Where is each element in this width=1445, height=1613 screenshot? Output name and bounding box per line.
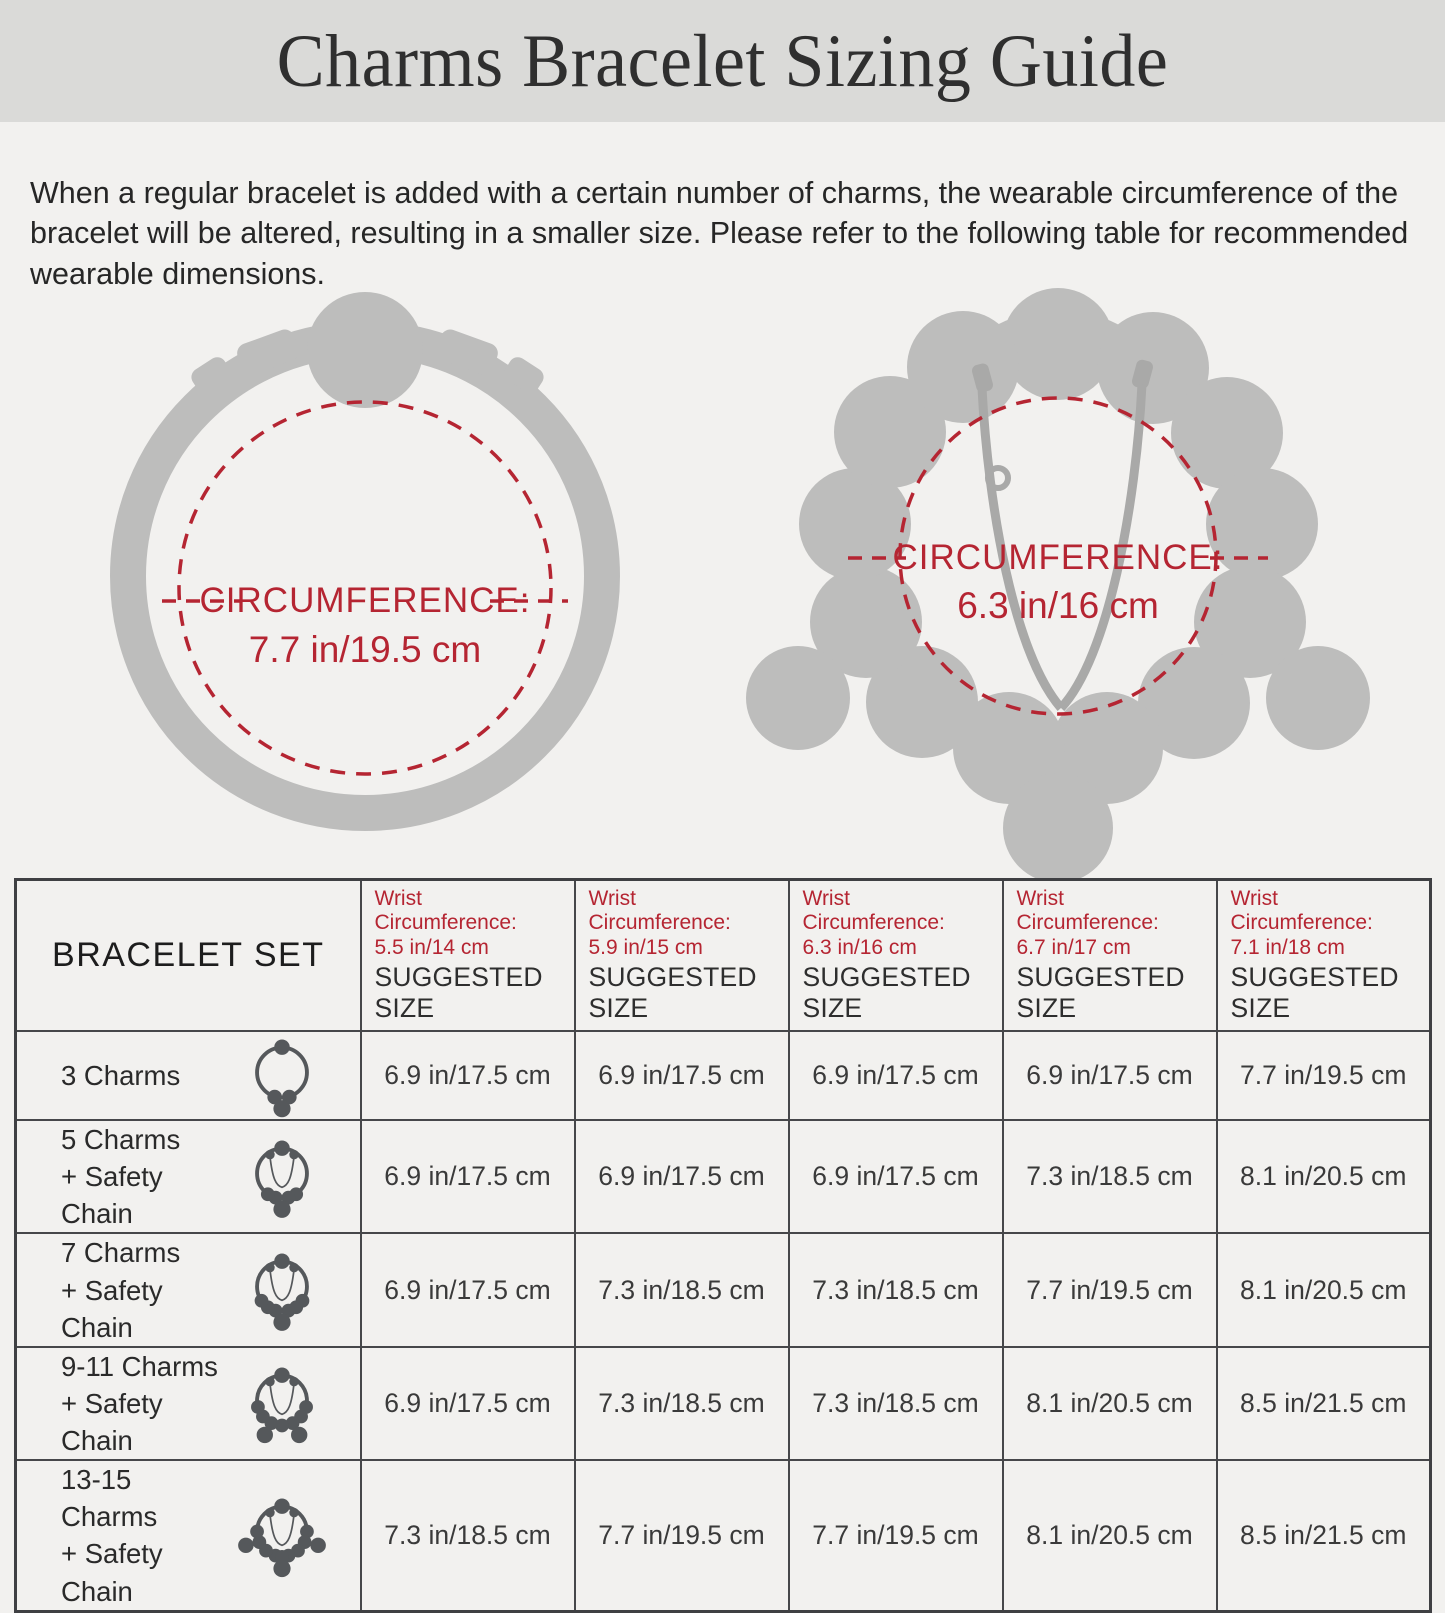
bracelet-set-cell [16,1460,361,1611]
size-cell: 7.3 in/18.5 cm [575,1347,789,1460]
sizing-table [14,878,1432,1613]
set-label-line1: 9-11 Charms [61,1350,218,1382]
size-cell: 7.7 in/19.5 cm [789,1460,1003,1611]
wrist-circumference-label: Wrist Circumference: [1016,887,1159,935]
bracelet-7-charms-icon [232,1247,332,1333]
size-cell: 7.3 in/18.5 cm [789,1347,1003,1460]
suggested-size-label: SUGGESTED SIZE [1016,962,1185,1024]
size-cell: 7.3 in/18.5 cm [1003,1120,1217,1233]
wrist-circumference-label: Wrist Circumference: [588,887,731,935]
set-label-line1: 7 Charms [61,1237,181,1269]
charm-bracelet-illustration [736,266,1391,966]
table-row [16,1031,1431,1120]
bracelet-set-cell [16,1031,361,1120]
wrist-circumference-value: 5.5 in/14 cm [374,935,489,959]
circumference-label-plain: CIRCUMFERENCE: [199,581,531,620]
bracelet-9-11-charms-icon [232,1361,332,1447]
plain-bracelet-shape [128,292,602,813]
circumference-value-plain: 7.7 in/19.5 cm [248,629,482,670]
circumference-annotation-plain [162,402,568,774]
bracelet-5-charms-icon [232,1134,332,1220]
size-cell: 6.9 in/17.5 cm [1003,1031,1217,1120]
size-cell: 8.1 in/20.5 cm [1217,1233,1431,1346]
wrist-circumference-value: 6.7 in/17 cm [1016,935,1131,959]
size-cell: 6.9 in/17.5 cm [789,1120,1003,1233]
size-cell: 6.9 in/17.5 cm [789,1031,1003,1120]
header-banner [0,0,1445,122]
set-label-line1: 5 Charms [61,1124,181,1156]
table-row [16,1233,1431,1346]
suggested-size-label: SUGGESTED SIZE [588,962,757,1024]
table-row [16,1347,1431,1460]
circumference-label-charm: CIRCUMFERENCE: [892,538,1224,577]
size-cell: 6.9 in/17.5 cm [361,1233,575,1346]
wrist-circumference-label: Wrist Circumference: [802,887,945,935]
intro-text: When a regular bracelet is added with a certain number of charms, the wearable circumference of the bracelet will be altered, resulting in a smaller size. Please refer to the following table for recommended wearable dimensions. [30,175,1409,291]
bracelet-set-cell [16,1347,361,1460]
column-header-4 [1003,880,1217,1032]
size-cell: 7.3 in/18.5 cm [361,1460,575,1611]
size-cell: 8.5 in/21.5 cm [1217,1460,1431,1611]
size-cell: 7.7 in/19.5 cm [1003,1233,1217,1346]
bracelet-set-cell [16,1120,361,1233]
suggested-size-label: SUGGESTED SIZE [374,962,543,1024]
size-cell: 6.9 in/17.5 cm [361,1120,575,1233]
table-header-row [16,880,1431,1032]
set-label-line1: 13-15 Charms [61,1464,158,1533]
size-cell: 6.9 in/17.5 cm [361,1031,575,1120]
column-header-3 [789,880,1003,1032]
wrist-circumference-value: 5.9 in/15 cm [588,935,703,959]
bracelet-13-15-charms-icon [232,1492,332,1578]
table-row [16,1120,1431,1233]
wrist-circumference-value: 6.3 in/16 cm [802,935,917,959]
size-cell: 7.7 in/19.5 cm [575,1460,789,1611]
set-label-line2: + Safety Chain [61,1161,163,1230]
set-label-line1: 3 Charms [61,1060,181,1092]
size-cell: 8.1 in/20.5 cm [1003,1347,1217,1460]
set-label-line2: + Safety Chain [61,1387,163,1457]
bracelet-3-charms-icon [232,1033,332,1119]
size-cell: 8.1 in/20.5 cm [1217,1120,1431,1233]
column-header-2 [575,880,789,1032]
column-header-5 [1217,880,1431,1032]
plain-bracelet-illustration [60,286,675,851]
set-label-line2: + Safety Chain [61,1538,163,1607]
page-title: Charms Bracelet Sizing Guide [276,18,1169,103]
size-cell: 6.9 in/17.5 cm [575,1120,789,1233]
wrist-circumference-label: Wrist Circumference: [374,887,517,935]
wrist-circumference-label: Wrist Circumference: [1230,887,1373,935]
bracelet-set-cell [16,1233,361,1346]
suggested-size-label: SUGGESTED SIZE [1230,962,1399,1024]
suggested-size-label: SUGGESTED SIZE [802,962,971,1024]
wrist-circumference-value: 7.1 in/18 cm [1230,935,1345,959]
bracelet-set-label: BRACELET SET [52,936,325,975]
size-cell: 6.9 in/17.5 cm [361,1347,575,1460]
table-row [16,1460,1431,1611]
circumference-value-charm: 6.3 in/16 cm [957,585,1159,626]
column-header-1 [361,880,575,1032]
size-cell: 7.3 in/18.5 cm [789,1233,1003,1346]
size-cell: 8.1 in/20.5 cm [1003,1460,1217,1611]
size-cell: 7.3 in/18.5 cm [575,1233,789,1346]
size-cell: 7.7 in/19.5 cm [1217,1031,1431,1120]
bracelet-set-header [16,880,361,1032]
set-label-line2: + Safety Chain [61,1274,163,1343]
size-cell: 6.9 in/17.5 cm [575,1031,789,1120]
size-cell: 8.5 in/21.5 cm [1217,1347,1431,1460]
